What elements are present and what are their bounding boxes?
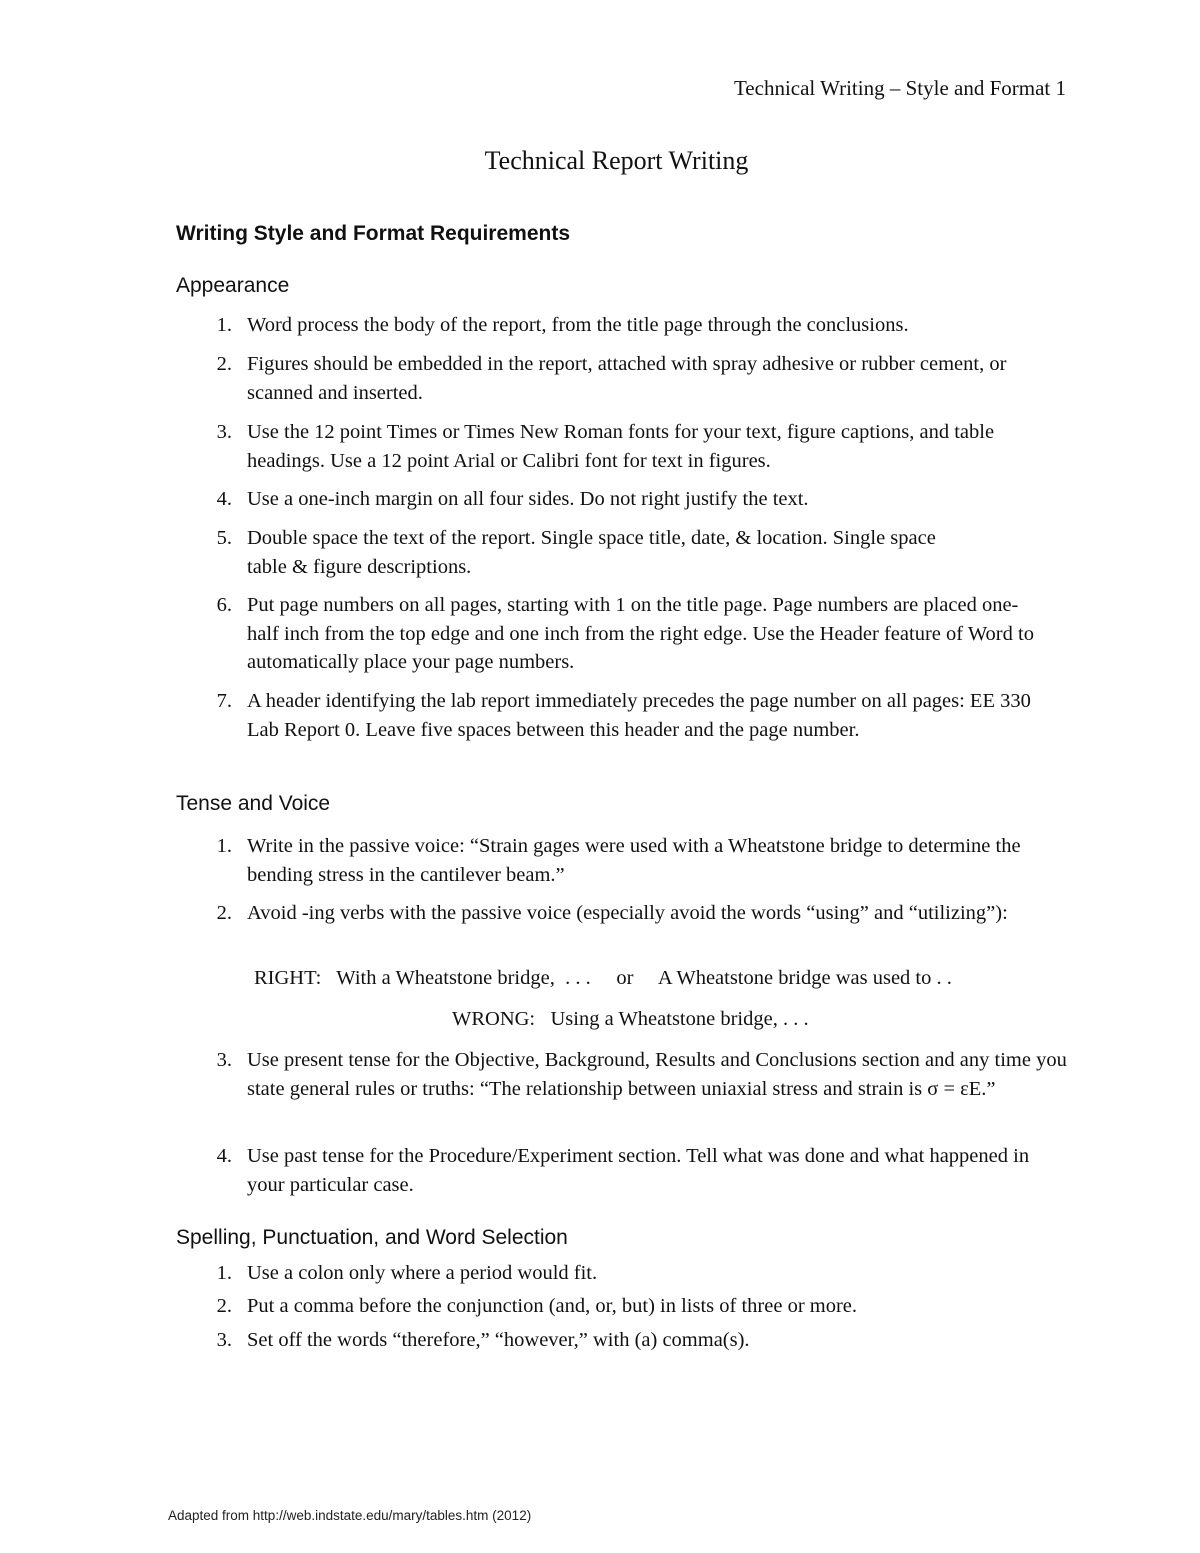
list-number: 7. [216,690,232,712]
list-text: Avoid -ing verbs with the passive voice (especially avoid the words “using” and “utilizing”): [247,902,1008,924]
right-example: RIGHT: With a Wheatstone bridge, . . . or A Wheatstone bridge was used to . . [254,967,952,989]
list-text: Use present tense for the Objective, Background, Results and Conclusions section and any time you state general rules or truths: “The relationship between uniaxial stress and strain is σ = εE.” [247,1049,1067,1100]
list-text: Use past tense for the Procedure/Experiment section. Tell what was done and what happened in your particular case. [247,1145,1030,1196]
running-header: Technical Writing – Style and Format 1 [733,76,1066,100]
list-number: 3. [216,1049,232,1071]
list-text: A header identifying the lab report immediately precedes the page number on all pages: EE 330 Lab Report 0. Leave five spaces between this header and the page number. [247,690,1031,741]
list-text: Set off the words “therefore,” “however,” with (a) comma(s). [247,1329,750,1351]
list-number: 1. [216,314,232,336]
list-number: 1. [216,835,232,857]
list-number: 3. [216,421,232,443]
list-number: 4. [216,488,232,510]
list-text: Write in the passive voice: “Strain gages were used with a Wheatstone bridge to determine the bending stress in the cantilever beam.” [247,835,1021,886]
list-number: 1. [216,1262,232,1284]
list-text: Put a comma before the conjunction (and, or, but) in lists of three or more. [247,1295,858,1317]
list-text: Figures should be embedded in the report, attached with spray adhesive or rubber cement, or scanned and inserted. [247,353,1007,404]
list-number: 2. [216,353,232,375]
list-text: Put page numbers on all pages, starting with 1 on the title page. Page numbers are placed one-half inch from the top edge and one inch from the right edge. Use the Header feature of Word to automatically place your page numbers. [247,594,1034,673]
list-number: 5. [216,527,232,549]
list-text: Use the 12 point Times or Times New Roman fonts for your text, figure captions, and table headings. Use a 12 point Arial or Calibri font for text in figures. [247,421,995,472]
wrong-example: WRONG: Using a Wheatstone bridge, . . . [452,1008,809,1030]
footer-source-note: Adapted from http://web.indstate.edu/mary/tables.htm (2012) [168,1508,532,1523]
list-number: 2. [216,902,232,924]
list-number: 4. [216,1145,232,1167]
section-heading-tense-voice: Tense and Voice [176,792,331,815]
list-text: Word process the body of the report, from the title page through the conclusions. [247,314,909,336]
list-number: 6. [216,594,232,616]
section-heading-spelling: Spelling, Punctuation, and Word Selection [176,1226,568,1249]
list-number: 2. [216,1295,232,1317]
list-text: Use a one-inch margin on all four sides. Do not right justify the text. [247,488,809,510]
main-heading: Writing Style and Format Requirements [176,222,571,245]
list-text: Use a colon only where a period would fit. [247,1262,598,1284]
list-number: 3. [216,1329,232,1351]
list-text: Double space the text of the report. Single space title, date, & location. Single space table & figure descriptions. [247,527,936,578]
page-title: Technical Report Writing [484,146,749,175]
section-heading-appearance: Appearance [176,274,290,297]
